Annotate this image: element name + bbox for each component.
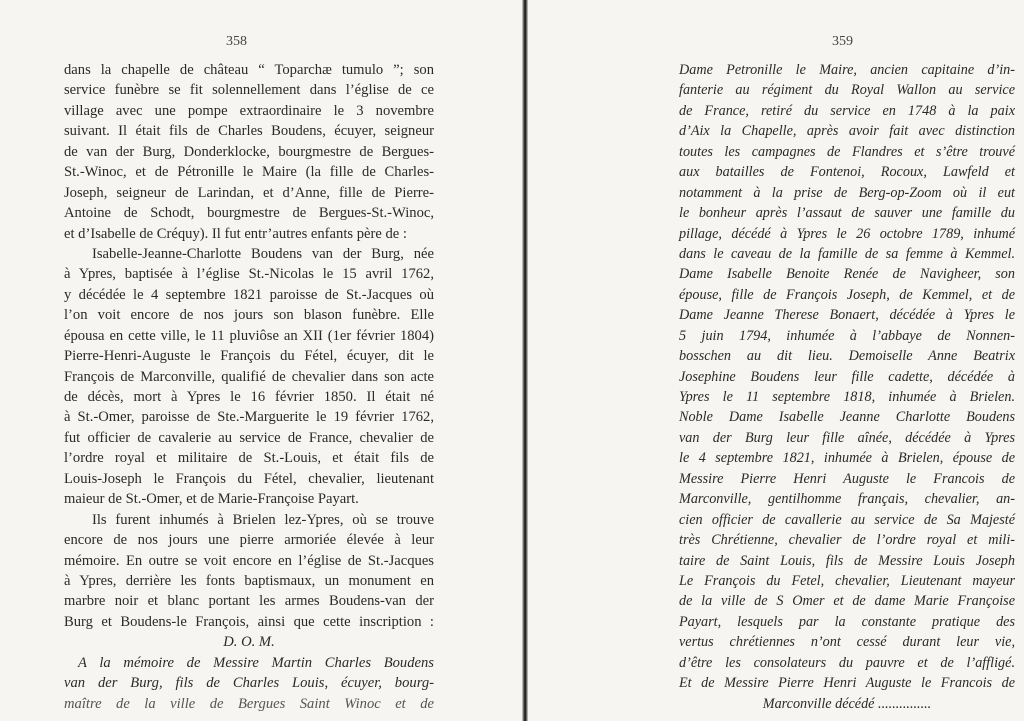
text-line: l’ordre royal et militaire de St.-Louis, et était fils de [64,450,434,467]
inscription-line: notamment à la prise de Berg-op-Zoom où il eut [679,184,1015,201]
inscription-line: de France, retiré du service en 1748 à la paix [679,102,1015,119]
inscription-line: bosschen au dit lieu. Demoiselle Anne Beatrix [679,348,1015,365]
text-line: de van der Burg, Donderklocke, bourgmestre de Bergues- [64,143,434,160]
text-line: maieur de St.-Omer, et de Marie-Françoise Payart. [64,491,359,508]
text-line: de décès, mort à Ypres le 16 février 1850. Il était né [64,389,434,405]
right-page [527,0,1024,721]
text-line: Joseph, seigneur de Larindan, et d’Anne, fille de Pierre- [64,184,434,201]
inscription-line: taire de Saint Louis, fils de Messire Louis Joseph [679,552,1015,569]
text-line: à Ypres, derrière les fonts baptismaux, un monument en [64,572,434,589]
text-line: Louis-Joseph le François du Fétel, chevalier, lieutenant [64,470,434,487]
inscription-line: Marconville décédé ............... [762,695,932,712]
text-line: village avec une pompe extraordinaire le 3 novembre [64,102,434,119]
text-line: dans la chapelle de château “ Toparchæ tumulo ”; son [64,62,434,78]
inscription-line: toutes les campagnes de Flandres et s’être trouvé [679,143,1015,160]
inscription-line: Payart, lesquels par la constante pratique des [679,613,1015,630]
inscription-line: van der Burg, fils de Charles Louis, écuyer, bourg- [64,675,434,692]
text-line: fut officier de cavalerie au service de France, chevalier de [64,429,434,446]
text-line: Pierre-Henri-Auguste le François du Fétel, écuyer, dit le [64,348,434,365]
inscription-line: très Chrétienne, chevalier de l’ordre royal et mili- [679,532,1015,549]
inscription-line: Messire Pierre Henri Auguste le Francois de [679,470,1015,487]
inscription-line: Noble Dame Isabelle Jeanne Charlotte Boudens [679,409,1015,426]
inscription-line: vertus chrétiennes n’ont cessé durant leur vie, [679,634,1015,651]
inscription-line: de la ville de S Omer et de dame Marie Françoise [679,593,1015,610]
inscription-line: Et de Messire Pierre Henri Auguste le Francois de [679,675,1015,692]
inscription-line: le 4 septembre 1821, inhumée à Brielen, épouse de [679,450,1015,467]
text-line: y décédée le 4 septembre 1821 paroisse de St.-Jacques où [64,286,434,303]
inscription-line: Marconville, gentilhomme français, chevalier, an- [679,491,1015,508]
inscription-line: d’être les consolateurs du pauvre et de l’affligé. [679,654,1015,671]
inscription-line: dans le caveau de la famille de sa femme à Kemmel. [679,245,1015,262]
text-line: François de Marconville, qualifié de chevalier dans son acte [64,368,434,385]
inscription-line: Le François du Fetel, chevalier, Lieutenant mayeur [679,572,1015,589]
text-line: épousa en cette ville, le 11 pluviôse an XII (1er février 1804) [64,327,434,344]
inscription-line: Ypres le 11 septembre 1818, inhumée à Brielen. [679,389,1015,405]
text-line: Ils furent inhumés à Brielen lez-Ypres, où se trouve [92,511,434,528]
inscription-line: Dame Isabelle Benoite Renée de Navigheer, son [679,266,1015,283]
right-page-number: 359 [832,34,853,49]
inscription-line: d’Aix la Chapelle, après avoir fait avec distinction [679,123,1015,140]
inscription-line: 5 juin 1794, inhumée à l’abbaye de Nonnen- [679,327,1015,344]
text-line: l’on voit encore de nos jours son blason funèbre. Elle [64,307,434,324]
text-line: St.-Winoc, et de Pétronille le Maire (la fille de Charles- [64,164,434,181]
inscription-line: aux batailles de Fontenoi, Rocoux, Lawfeld et [679,164,1015,181]
text-line: à St.-Omer, paroisse de Ste.-Marguerite le 19 février 1762, [64,409,434,426]
text-line: Isabelle-Jeanne-Charlotte Boudens van der Burg, née [92,245,434,262]
text-line: Burg et Boudens-le François, ainsi que cette inscription : [64,613,434,630]
text-line: suivant. Il était fils de Charles Boudens, écuyer, seigneur [64,123,434,140]
text-line: et d’Isabelle de Créquy). Il fut entr’autres enfants père de : [64,225,407,242]
left-page-number: 358 [226,34,247,49]
inscription-line: Josephine Boudens leur fille cadette, décédée à [679,368,1015,385]
inscription-line: maître de la ville de Bergues Saint Winoc et de [64,695,434,712]
inscription-line: pillage, décédé à Ypres le 26 octobre 1789, inhumé [679,225,1015,242]
text-line: service funèbre se fit solennellement dans l’église de ce [64,82,434,99]
inscription-line: A la mémoire de Messire Martin Charles Boudens [78,654,434,671]
inscription-line: fanterie au régiment du Royal Wallon au service [679,82,1015,99]
inscription-line: van der Burg leur fille aînée, décédée à Ypres [679,429,1015,446]
inscription-line: Dame Petronille le Maire, ancien capitaine d’in- [679,62,1015,78]
inscription-line: le bonheur après l’assaut de sauver une famille du [679,205,1015,222]
text-line: encore de nos jours une pierre armoriée élevée à leur [64,532,434,549]
inscription-line: épouse, fille de François Joseph, de Kemmel, et de [679,286,1015,303]
text-line: à Ypres, baptisée à l’église St.-Nicolas le 15 avril 1762, [64,266,434,283]
left-page-text [64,60,434,714]
text-line: marbre noir et blanc portant les armes Boudens-van der [64,593,434,610]
text-line: mémoire. En outre se voit encore en l’église de St.-Jacques [64,552,434,569]
inscription-heading: D. O. M. [223,634,275,651]
inscription-line: cien officier de cavallerie au service de Sa Majesté [679,511,1015,528]
right-page-text [679,60,1015,714]
inscription-line: Dame Jeanne Therese Bonaert, décédée à Ypres le [679,307,1015,324]
text-line: Antoine de Schodt, bourgmestre de Bergues-St.-Winoc, [64,205,434,222]
